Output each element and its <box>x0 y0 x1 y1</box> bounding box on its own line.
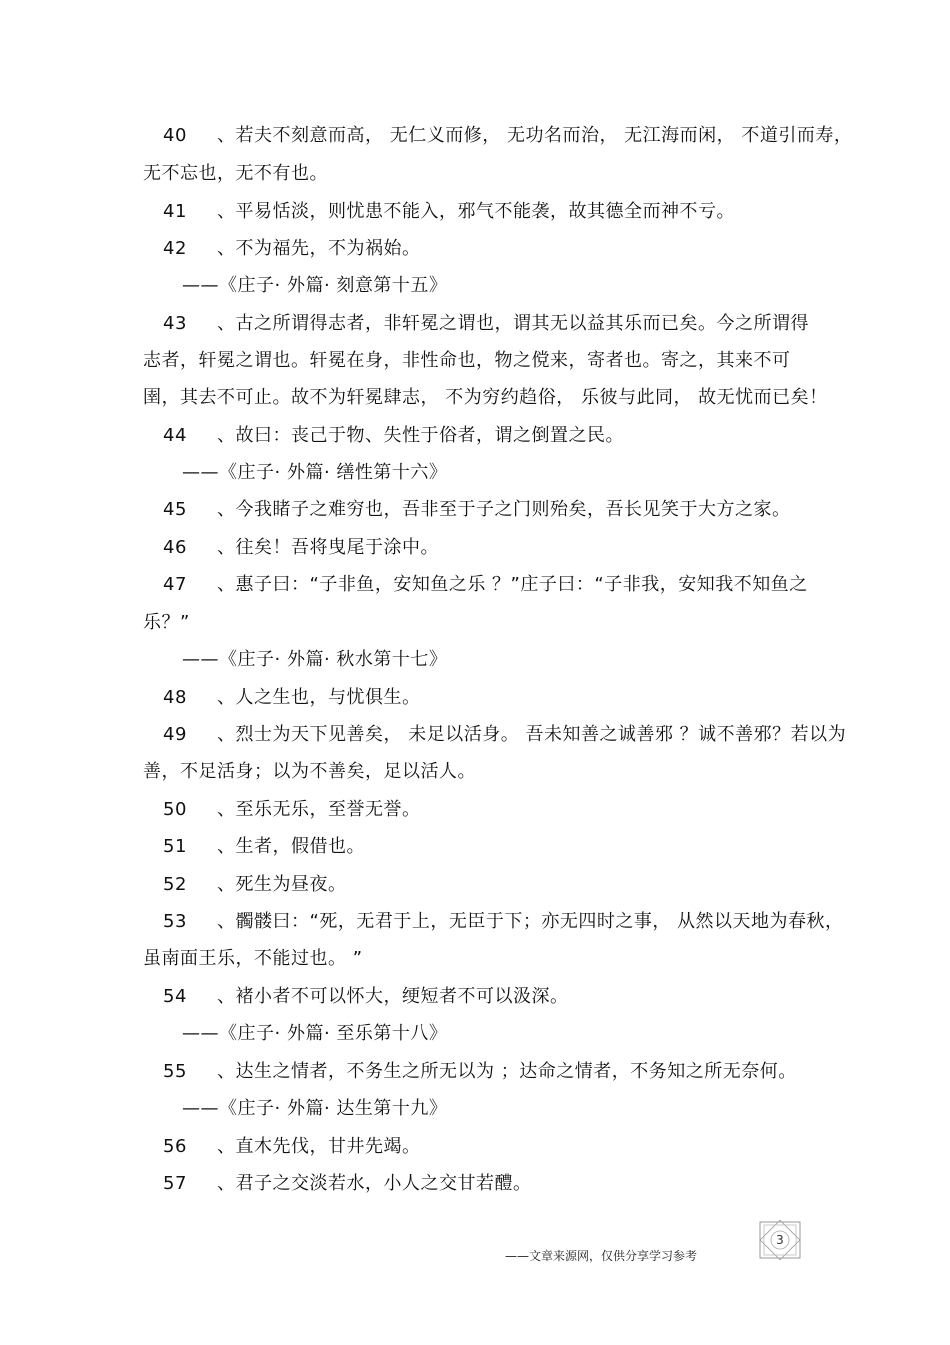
quote-continuation <box>143 162 328 186</box>
quote-text: 、惠子曰：“子非鱼，安知鱼之乐 ？”庄子曰：“子非我，安知我不知鱼之 <box>217 574 808 595</box>
quote-continuation <box>143 760 476 784</box>
quote-text: 无不忘也，无不有也。 <box>143 163 328 184</box>
quote-text: 志者，轩冕之谓也。轩冕在身，非性命也，物之傥来，寄者也。寄之，其来不可 <box>143 350 791 371</box>
quote-line <box>163 1135 421 1159</box>
quote-number: 57 <box>163 1173 187 1194</box>
source-citation: ——《庄子· 外篇· 缮性第十六》 <box>182 462 448 483</box>
quote-line <box>163 424 624 448</box>
footer-note: ——文章来源网，仅供分享学习参考 <box>505 1249 698 1263</box>
source-citation: ——《庄子· 外篇· 秋水第十七》 <box>182 649 448 670</box>
source-citation: ——《庄子· 外篇· 达生第十九》 <box>182 1098 448 1119</box>
quote-number: 52 <box>163 874 187 895</box>
quote-number: 45 <box>163 499 187 520</box>
quote-line <box>163 1060 797 1084</box>
quote-text: 、直木先伐，甘井先竭。 <box>217 1136 421 1157</box>
source-citation: ——《庄子· 外篇· 至乐第十八》 <box>182 1023 448 1044</box>
quote-line <box>163 798 421 822</box>
quote-line <box>163 835 365 859</box>
quote-text: 、达生之情者，不务生之所无以为 ；达命之情者，不务知之所无奈何。 <box>217 1061 797 1082</box>
quote-number: 48 <box>163 687 187 708</box>
quote-line <box>163 312 809 336</box>
quote-continuation <box>143 349 791 373</box>
quote-number: 49 <box>163 724 187 745</box>
quote-text: 、烈士为天下见善矣， 未足以活身。 吾未知善之诚善邪 ？诚不善邪？若以为 <box>217 724 847 745</box>
quote-text: 、死生为昼夜。 <box>217 874 347 895</box>
quote-number: 44 <box>163 425 187 446</box>
quote-continuation <box>143 386 828 410</box>
quote-text: 、若夫不刻意而高， 无仁义而修， 无功名而治， 无江海而闲， 不道引而寿， <box>217 125 853 146</box>
quote-line <box>163 573 808 597</box>
quote-line <box>163 536 439 560</box>
quote-line <box>163 686 421 710</box>
quote-number: 42 <box>163 238 187 259</box>
quote-number: 41 <box>163 201 187 222</box>
quote-line <box>163 723 846 747</box>
quote-line <box>163 873 347 897</box>
quote-text: 、不为福先，不为祸始。 <box>217 238 421 259</box>
quote-number: 54 <box>163 986 187 1007</box>
quote-number: 47 <box>163 574 187 595</box>
quote-continuation <box>143 947 363 971</box>
quote-text: 、平易恬淡，则忧患不能入，邪气不能袭，故其德全而神不亏。 <box>217 201 735 222</box>
quote-text: 、今我睹子之难穷也，吾非至于子之门则殆矣，吾长见笑于大方之家。 <box>217 499 791 520</box>
quote-text: 、生者，假借也。 <box>217 836 365 857</box>
quote-number: 56 <box>163 1136 187 1157</box>
quote-continuation <box>143 611 190 635</box>
quote-text: 善，不足活身；以为不善矣，足以活人。 <box>143 761 476 782</box>
quote-number: 40 <box>163 125 187 146</box>
quote-text: 、至乐无乐，至誉无誉。 <box>217 799 421 820</box>
quote-text: 、髑髅曰：“死，无君于上，无臣于下；亦无四时之事， 从然以天地为春秋， <box>217 911 844 932</box>
quote-number: 43 <box>163 313 187 334</box>
quote-number: 50 <box>163 799 187 820</box>
quote-line <box>163 985 569 1009</box>
quote-text: 、人之生也，与忧俱生。 <box>217 687 421 708</box>
quote-number: 51 <box>163 836 187 857</box>
quote-text: 、古之所谓得志者，非轩冕之谓也，谓其无以益其乐而已矣。今之所谓得 <box>217 313 809 334</box>
quote-number: 53 <box>163 911 187 932</box>
page-number-badge <box>756 1220 804 1260</box>
quote-line <box>163 498 791 522</box>
quote-line <box>163 910 844 934</box>
quote-number: 55 <box>163 1061 187 1082</box>
quote-line <box>163 237 421 261</box>
quote-text: 虽南面王乐，不能过也。 ” <box>143 948 363 969</box>
quote-line <box>163 200 735 224</box>
quote-text: 乐？” <box>143 612 190 633</box>
quote-text: 、往矣！吾将曳尾于涂中。 <box>217 537 439 558</box>
quote-line <box>163 124 852 148</box>
quote-text: 、君子之交淡若水，小人之交甘若醴。 <box>217 1173 532 1194</box>
quote-number: 46 <box>163 537 187 558</box>
quote-text: 、褚小者不可以怀大，绠短者不可以汲深。 <box>217 986 569 1007</box>
quote-text: 、故曰：丧己于物、失性于俗者，谓之倒置之民。 <box>217 425 624 446</box>
quote-line <box>163 1172 532 1196</box>
source-citation: ——《庄子· 外篇· 刻意第十五》 <box>182 275 448 296</box>
page-number: 3 <box>776 1233 784 1247</box>
quote-text: 圉，其去不可止。故不为轩冕肆志， 不为穷约趋俗， 乐彼与此同， 故无忧而已矣！ <box>143 387 828 408</box>
